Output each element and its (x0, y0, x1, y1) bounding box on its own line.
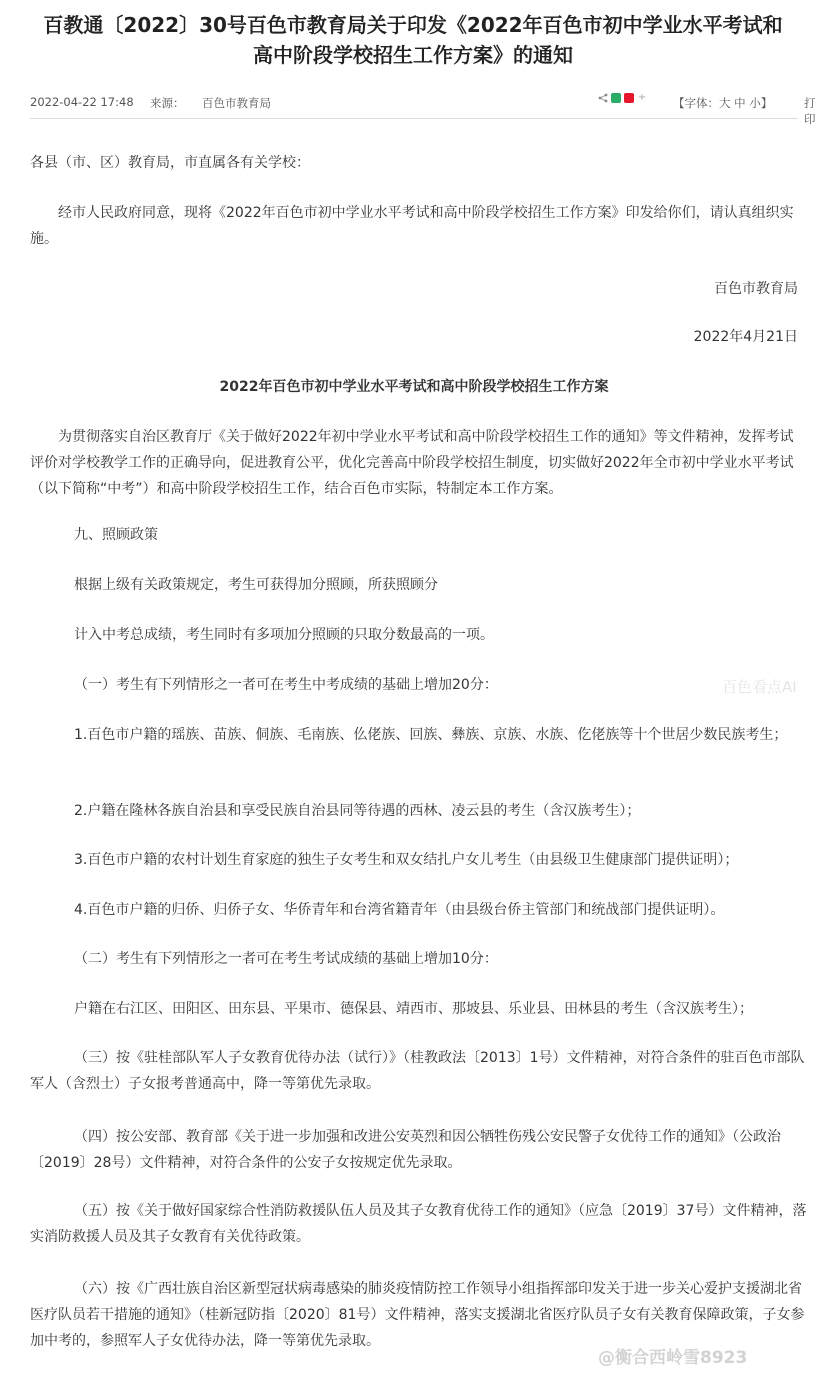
font-large-button[interactable]: 大 (719, 96, 731, 110)
item-1: （一）考生有下列情形之一者可在考生中考成绩的基础上增加20分： (74, 677, 498, 693)
font-size-close: 】 (760, 96, 773, 110)
salutation: 各县（市、区）教育局，市直属各有关学校： (30, 155, 310, 171)
item-1-2: 2.户籍在隆林各族自治县和享受民族自治县同等待遇的西林、凌云县的考生（含汉族考生）； (74, 803, 641, 819)
intro-paragraph: 经市人民政府同意，现将《2022年百色市初中学业水平考试和高中阶段学校招生工作方案》印发给你们，请认真组织实施。 (30, 205, 794, 247)
count-paragraph: 计入中考总成绩，考生同时有多项加分照顾的只取分数最高的一项。 (74, 627, 494, 643)
share-tools (598, 93, 647, 103)
section-nine-heading: 九、照顾政策 (74, 527, 158, 543)
item-4: （四）按公安部、教育部《关于进一步加强和改进公安英烈和因公牺牲伤残公安民警子女优待工作的通知》（公政治〔2019〕28号）文件精神，对符合条件的公安子女按规定优先录取。 (30, 1129, 781, 1171)
item-1-1: 1.百色市户籍的瑶族、苗族、侗族、毛南族、仫佬族、回族、彝族、京族、水族、仡佬族等十个世居少数民族考生； (74, 727, 788, 743)
item-1-3: 3.百色市户籍的农村计划生育家庭的独生子女考生和双女结扎户女儿考生（由县级卫生健康部门提供证明）； (74, 852, 739, 868)
plan-title: 2022年百色市初中学业水平考试和高中阶段学校招生工作方案 (219, 379, 609, 395)
sign-date: 2022年4月21日 (693, 329, 798, 345)
article-meta-bar (30, 92, 816, 126)
watermark-mid: 百色看点AI (722, 678, 797, 696)
article-title-line1: 百教通〔2022〕30号百色市教育局关于印发《2022年百色市初中学业水平考试和 (43, 13, 783, 37)
font-medium-button[interactable]: 中 (734, 96, 746, 110)
item-3: （三）按《驻桂部队军人子女教育优待办法（试行）》（桂教政法〔2013〕1号）文件精神，对符合条件的驻百色市部队军人（含烈士）子女报考普通高中，降一等第优先录取。 (30, 1050, 805, 1092)
source-name: 百色市教育局 (202, 96, 271, 110)
item-6: （六）按《广西壮族自治区新型冠状病毒感染的肺炎疫情防控工作领导小组指挥部印发关于进一步关心爱护支援湖北省医疗队员若干措施的通知》（桂新冠防指〔2020〕81号）文件精神，落实支援湖北省医疗队员子女有关教育保障政策，子女参加中考的，参照军人子女优待办法，降一等第优先录取。 (30, 1281, 805, 1349)
print-button[interactable]: 打印 (804, 96, 816, 126)
plus-icon[interactable]: + (637, 92, 647, 103)
watermark-bottom: @衡合西岭雪8923 (598, 1348, 748, 1368)
font-size-label: 【字体： (673, 96, 719, 110)
source-label: 来源： (150, 96, 185, 110)
item-2: （二）考生有下列情形之一者可在考生考试成绩的基础上增加10分： (74, 951, 498, 967)
article-title (20, 10, 806, 70)
item-1-4: 4.百色市户籍的归侨、归侨子女、华侨青年和台湾省籍青年（由县级台侨主管部门和统战部门提供证明）。 (74, 902, 725, 918)
item-2-1: 户籍在右江区、田阳区、田东县、平果市、德保县、靖西市、那坡县、乐业县、田林县的考生（含汉族考生）； (74, 1001, 753, 1017)
basis-paragraph: 根据上级有关政策规定，考生可获得加分照顾，所获照顾分 (74, 577, 438, 593)
share-icon[interactable] (598, 93, 608, 103)
font-size-control (673, 95, 772, 111)
item-5: （五）按《关于做好国家综合性消防救援队伍人员及其子女教育优待工作的通知》（应急〔2019〕37号）文件精神，落实消防救援人员及其子女教育有关优待政策。 (30, 1203, 807, 1245)
weibo-icon[interactable] (624, 93, 634, 103)
signer: 百色市教育局 (714, 281, 798, 297)
wechat-icon[interactable] (611, 93, 621, 103)
article-title-line2: 高中阶段学校招生工作方案》的通知 (253, 43, 573, 67)
plan-intro: 为贯彻落实自治区教育厅《关于做好2022年初中学业水平考试和高中阶段学校招生工作的通知》等文件精神，发挥考试评价对学校教学工作的正确导向，促进教育公平，优化完善高中阶段学校招生制度，切实做好2022年全市初中学业水平考试（以下简称“中考”）和高中阶段学校招生工作，结合百色市实际，特制定本工作方案。 (30, 429, 794, 497)
publish-date: 2022-04-22 17:48 (30, 95, 134, 109)
font-small-button[interactable]: 小 (749, 96, 761, 110)
